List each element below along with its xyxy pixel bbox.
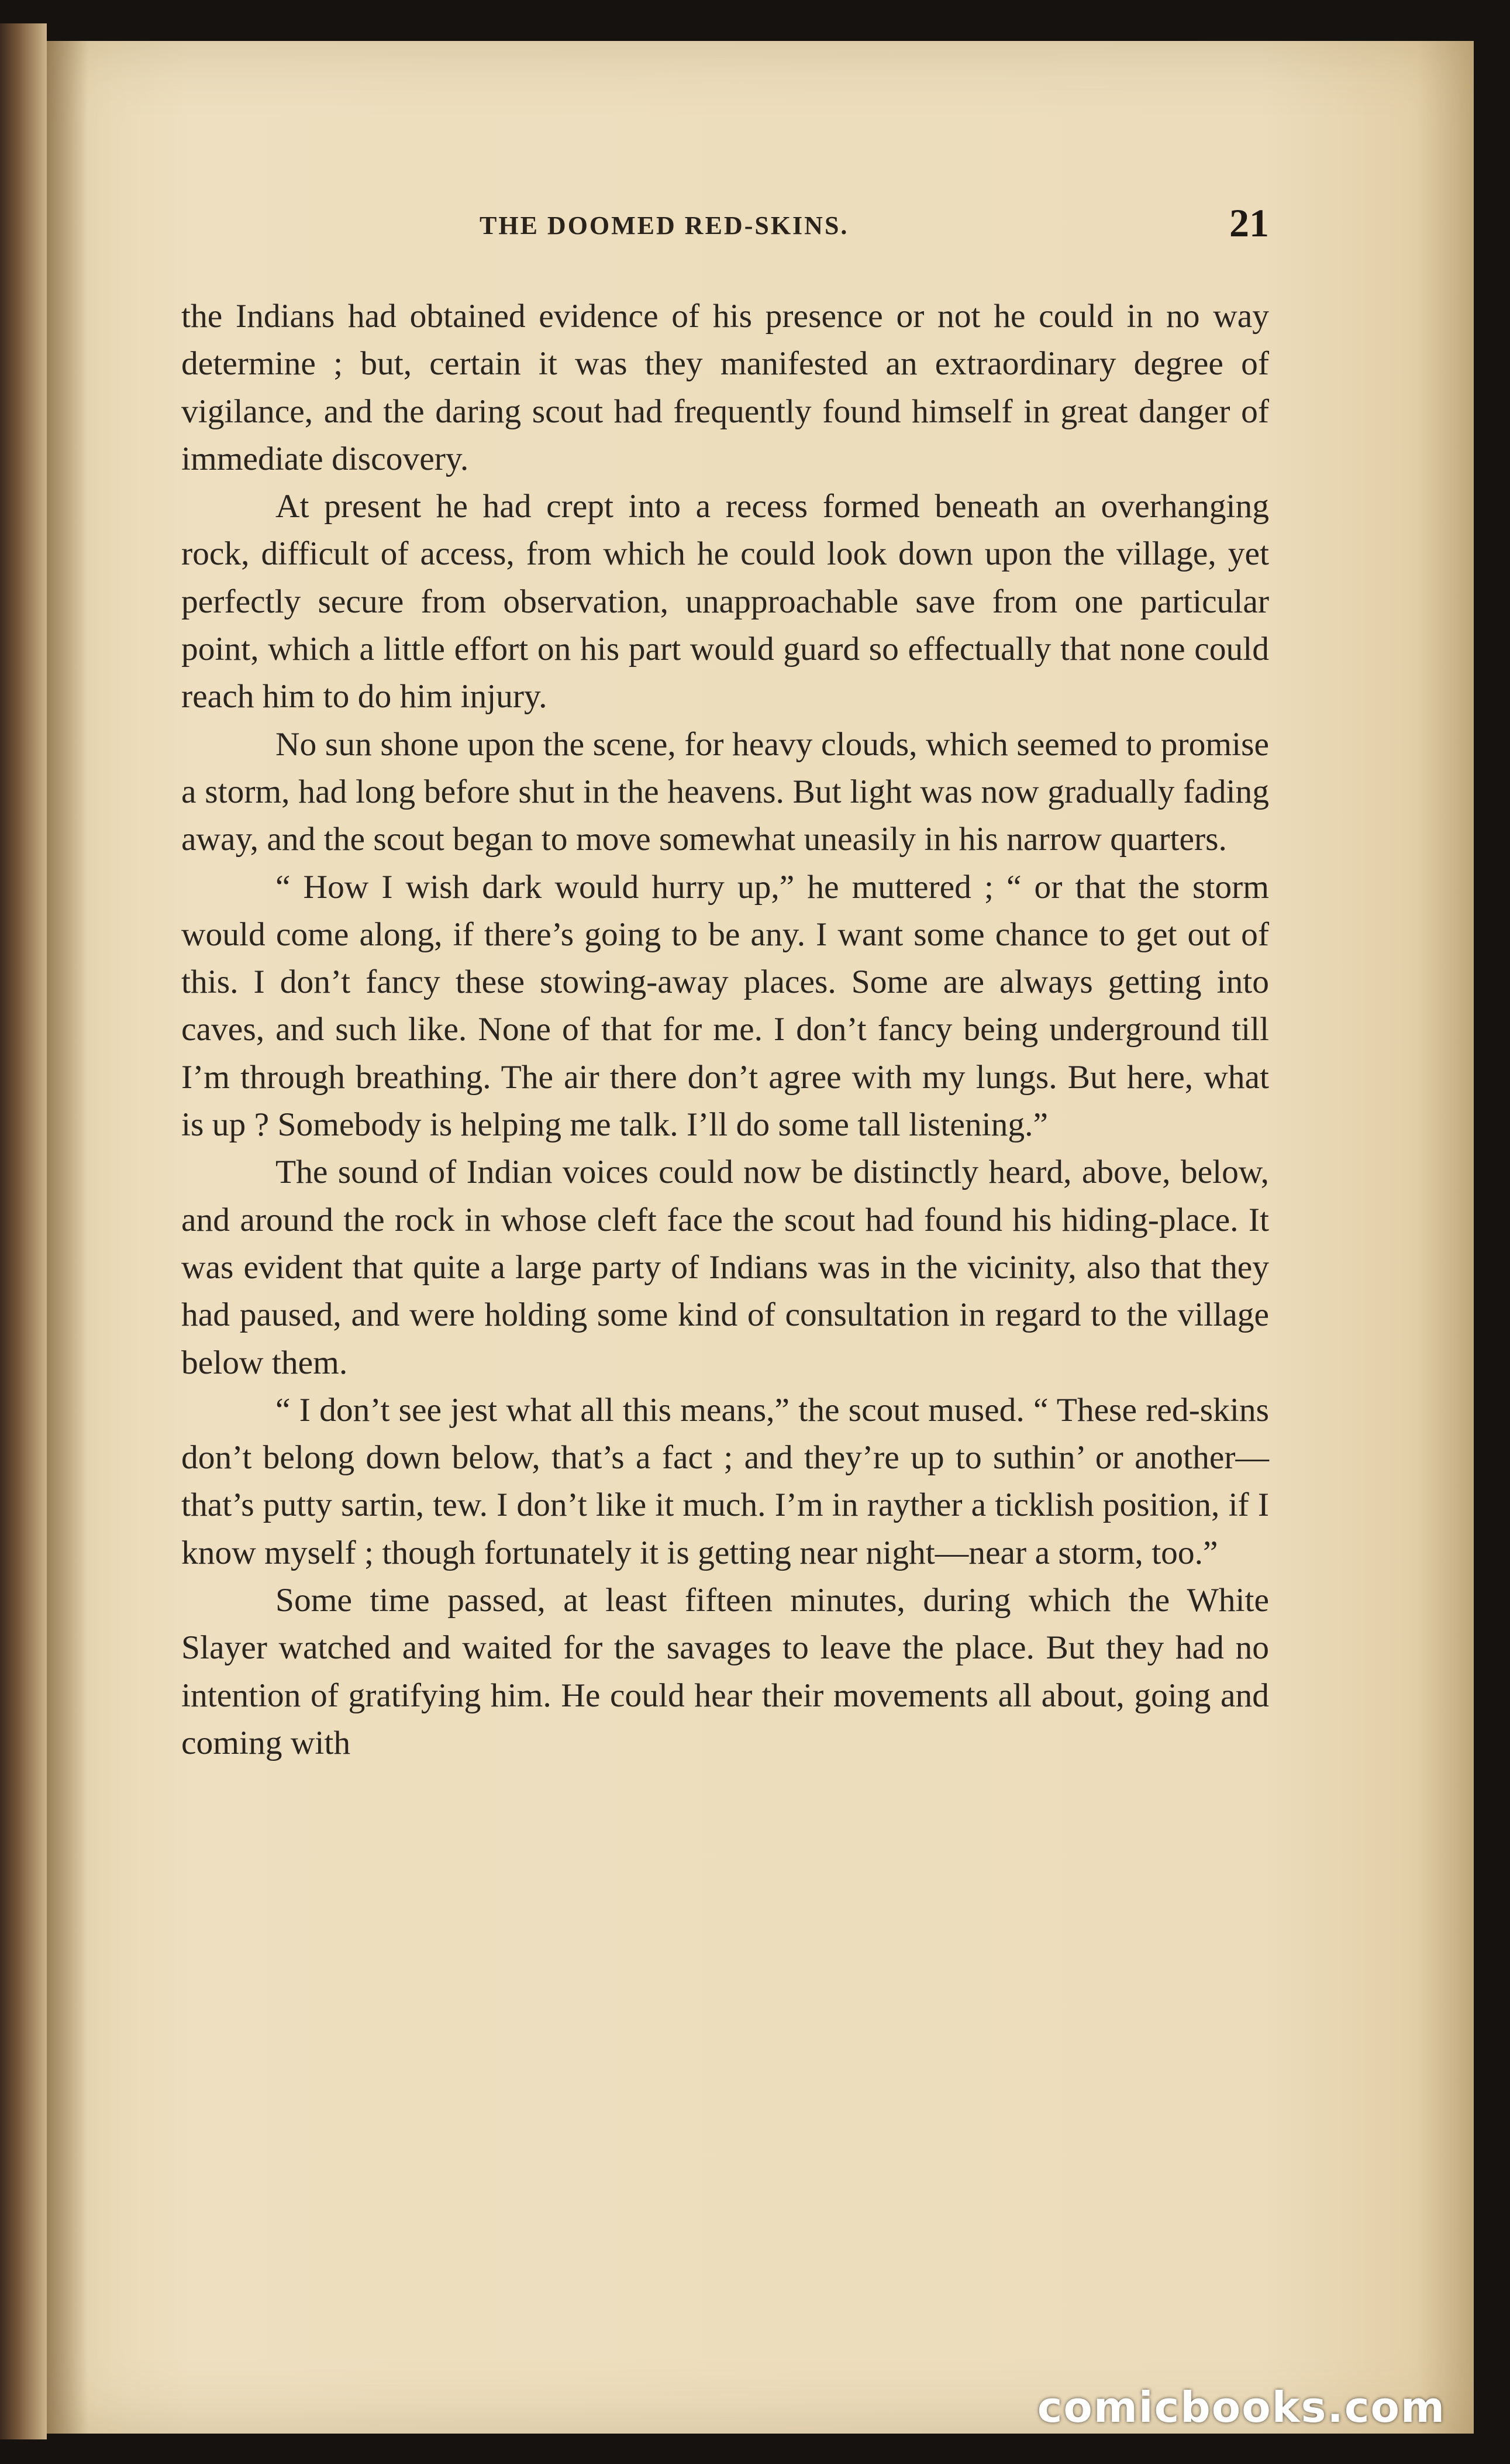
paragraph-4: “ How I wish dark would hurry up,” he muttered ; “ or that the storm would come along, if there’s going to be any. I want some chance to get out of this. I don’t fancy these stowing-away places. Some are always getting into caves, and such like. None of that for me. I don’t fancy being underground till I’m through breathing. The air there don’t agree with my lungs. But here, what is up ? Somebody is helping me talk. I’ll do some tall listening.” <box>181 868 1269 1144</box>
page-header <box>181 200 1269 253</box>
paragraph-6: “ I don’t see jest what all this means,” the scout mused. “ These red-skins don’t belong down below, that’s a fact ; and they’re up to suthin’ or another—that’s putty sartin, tew. I don’t like it much. I’m in rayther a ticklish position, if I know myself ; though fortunately it is getting near night—near a storm, too.” <box>181 1391 1269 1571</box>
paragraph-1: the Indians had obtained evidence of his presence or not he could in no way determine ; but, certain it was they manifested an extraordinary degree of vigilance, and the daring scout had frequently found himself in great danger of immediate discovery. <box>181 298 1269 477</box>
body-text <box>181 292 1269 1767</box>
watermark: comicbooks.com <box>1037 2383 1446 2432</box>
previous-page-edge <box>0 23 47 2439</box>
running-head: THE DOOMED RED-SKINS. <box>480 211 849 240</box>
paragraph-7: Some time passed, at least fifteen minutes, during which the White Slayer watched and waited for the savages to leave the place. But they had no intention of gratifying him. He could hear their movements all about, going and coming with <box>181 1582 1269 1761</box>
paragraph-3: No sun shone upon the scene, for heavy clouds, which seemed to promise a storm, had long before shut in the heavens. But light was now gradually fading away, and the scout began to move somewhat uneasily in his narrow quarters. <box>181 725 1269 858</box>
paragraph-2: At present he had crept into a recess formed beneath an overhanging rock, difficult of access, from which he could look down upon the village, yet perfectly secure from observation, unapproachable save from one particular point, which a little effort on his part would guard so effectually that none could reach him to do him injury. <box>181 488 1269 715</box>
spine-shadow <box>47 41 88 2434</box>
paragraph-5: The sound of Indian voices could now be distinctly heard, above, below, and around the rock in whose cleft face the scout had found his hiding-place. It was evident that quite a large party of Indians was in the vicinity, also that they had paused, and were holding some kind of consultation in regard to the village below them. <box>181 1154 1269 1381</box>
page-number: 21 <box>1229 201 1269 245</box>
